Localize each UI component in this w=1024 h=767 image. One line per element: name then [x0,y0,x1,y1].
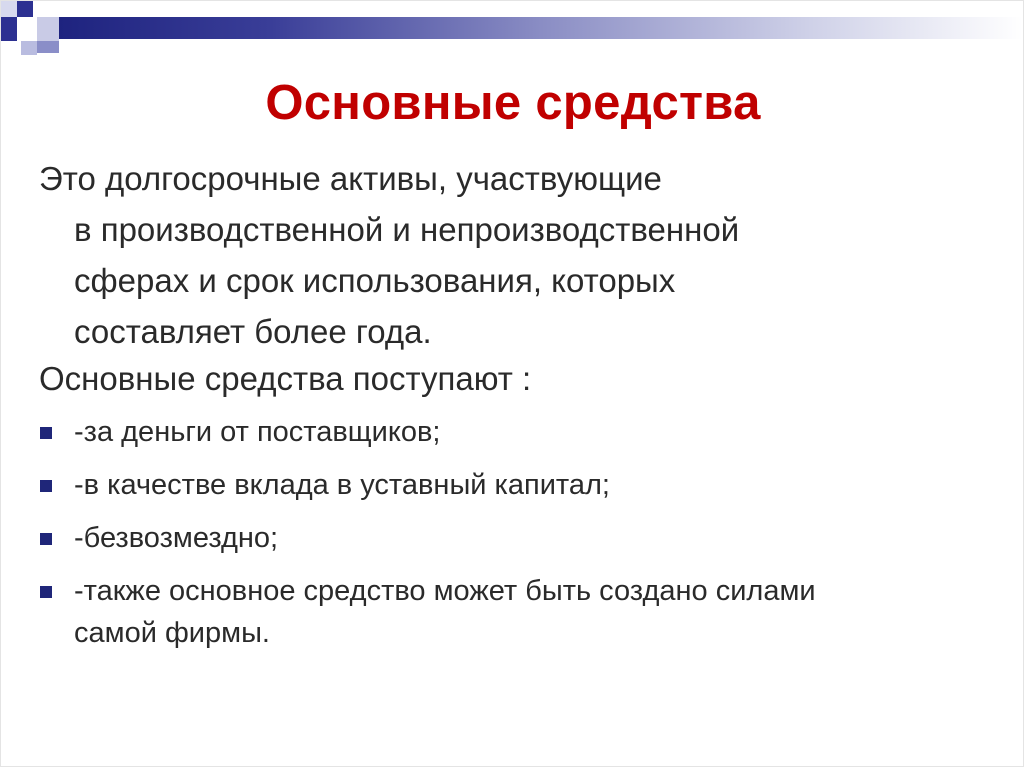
decor-square [37,41,59,53]
square-bullet-icon [40,586,52,598]
definition-line: сферах и срок использования, которых [74,262,676,299]
list-item [39,570,999,654]
decor-square [17,17,37,41]
bullet-list [39,411,999,665]
bullet-text: -безвозмездно; [74,522,279,554]
definition-line: составляет более года. [74,313,432,350]
square-bullet-icon [40,427,52,439]
decor-square [1,1,17,17]
square-bullet-icon [40,533,52,545]
square-bullet-icon [40,480,52,492]
list-item [39,517,999,559]
bullet-text: -также основное средство может быть создано силами [74,575,816,607]
header-gradient-bar [59,17,1023,39]
decor-square [1,17,17,41]
definition-line: в производственной и непроизводственной [74,211,740,248]
sources-heading: Основные средства поступают : [39,360,532,397]
bullet-text: -за деньги от поставщиков; [74,416,441,448]
bullet-text: самой фирмы. [74,617,270,649]
decor-square [17,1,33,17]
list-item [39,411,999,453]
slide-title: Основные средства [265,76,761,130]
list-item [39,464,999,506]
definition-paragraph [39,153,999,357]
decor-square [37,17,59,41]
bullet-text: -в качестве вклада в уставный капитал; [74,469,610,501]
definition-line: Это долгосрочные активы, участвующие [39,160,662,197]
decor-square [21,41,37,55]
